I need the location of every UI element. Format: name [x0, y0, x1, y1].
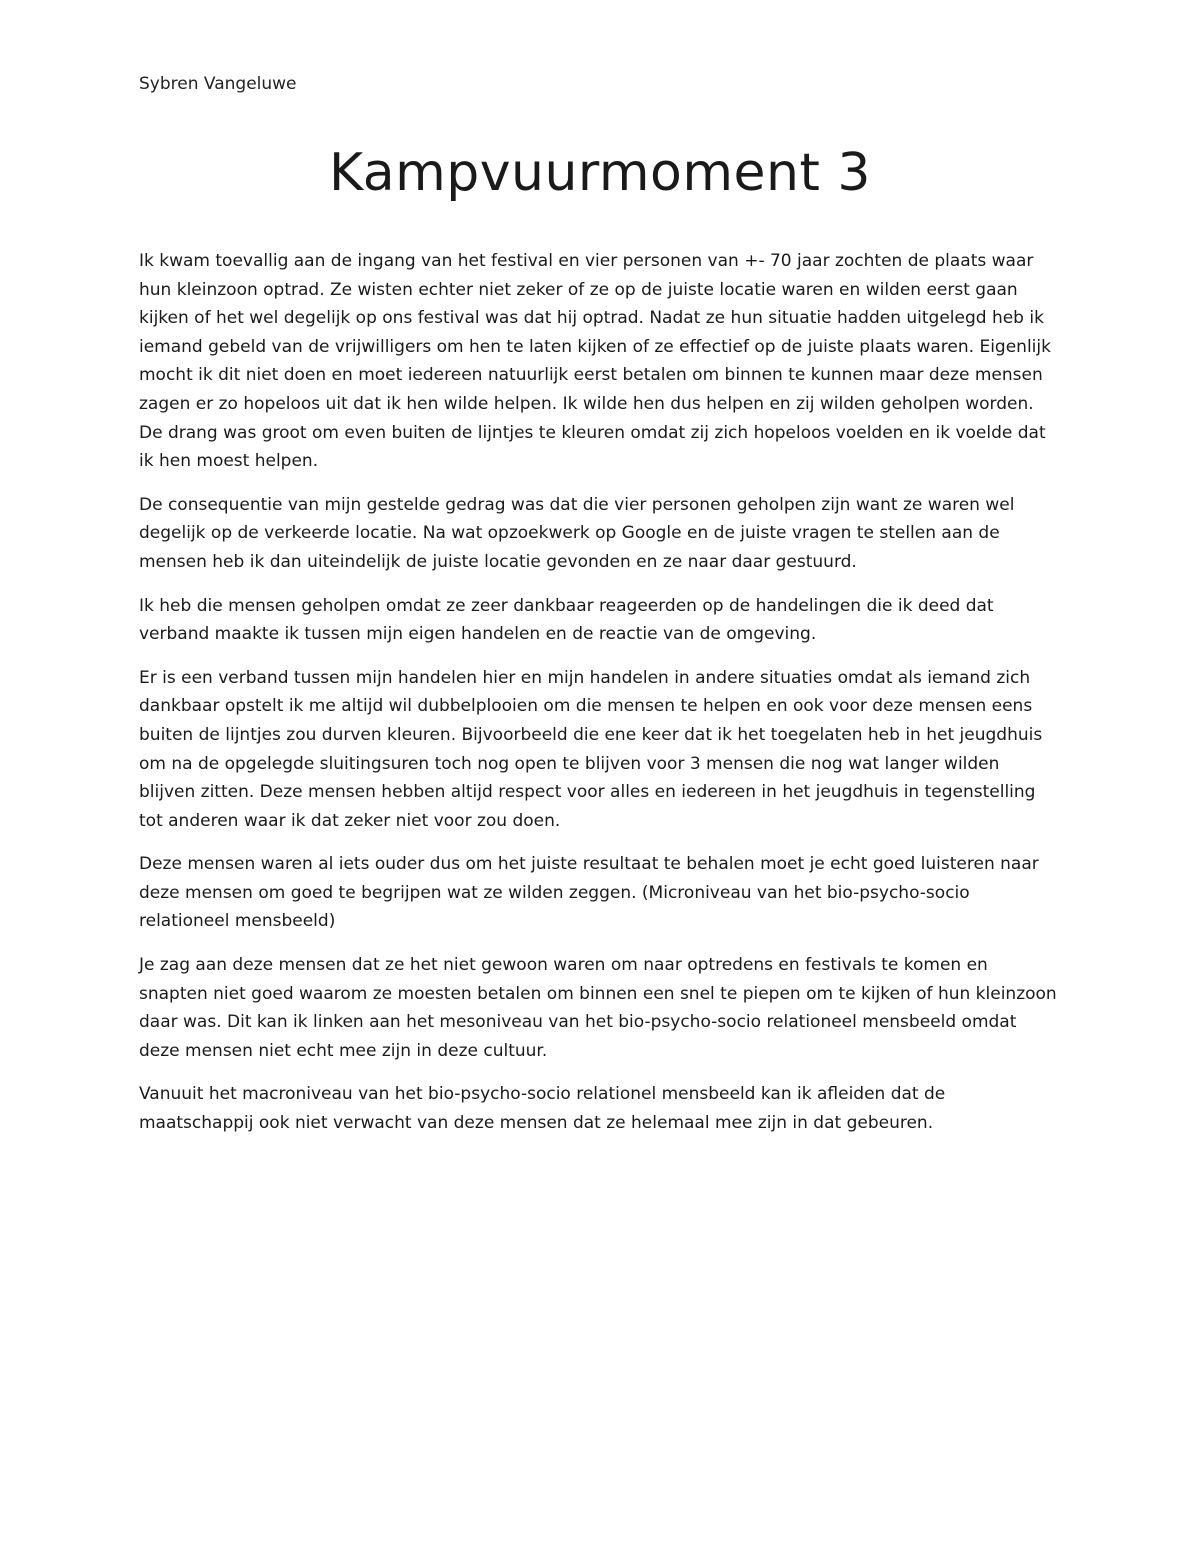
- document-body: [139, 247, 1061, 1153]
- author-name: Sybren Vangeluwe: [139, 74, 297, 94]
- paragraph: De consequentie van mijn gestelde gedrag was dat die vier personen geholpen zijn want ze waren wel degelijk op de verkeerde locatie. Na wat opzoekwerk op Google en de juiste vragen te stellen aan de mensen heb ik dan uiteindelijk de juiste locatie gevonden en ze naar daar gestuurd.: [139, 494, 1015, 572]
- paragraph: Vanuuit het macroniveau van het bio-psycho-socio relationel mensbeeld kan ik afleiden dat de maatschappij ook niet verwacht van deze mensen dat ze helemaal mee zijn in dat gebeuren.: [139, 1084, 946, 1134]
- paragraph: Er is een verband tussen mijn handelen hier en mijn handelen in andere situaties omdat als iemand zich dankbaar opstelt ik me altijd wil dubbelplooien om die mensen te helpen en ook voor deze mensen eens buiten de lijntjes zou durven kleuren. Bijvoorbeeld die ene keer dat ik het toegelaten heb in het jeugdhuis om na de opgelegde sluitingsuren toch nog open te blijven voor 3 mensen die nog wat langer wilden blijven zitten. Deze mensen hebben altijd respect voor alles en iedereen in het jeugdhuis in tegenstelling tot anderen waar ik dat zeker niet voor zou doen.: [139, 667, 1043, 831]
- paragraph: Ik heb die mensen geholpen omdat ze zeer dankbaar reageerden op de handelingen die ik deed dat verband maakte ik tussen mijn eigen handelen en de reactie van de omgeving.: [139, 595, 994, 645]
- document-title: Kampvuurmoment 3: [329, 143, 871, 203]
- paragraph: Je zag aan deze mensen dat ze het niet gewoon waren om naar optredens en festivals te komen en snapten niet goed waarom ze moesten betalen om binnen een snel te piepen om te kijken of hun kleinzoon daar was. Dit kan ik linken aan het mesoniveau van het bio-psycho-socio relationeel mensbeeld omdat deze mensen niet echt mee zijn in deze cultuur.: [139, 955, 1057, 1061]
- paragraph: Ik kwam toevallig aan de ingang van het festival en vier personen van +- 70 jaar zochten de plaats waar hun kleinzoon optrad. Ze wisten echter niet zeker of ze op de juiste locatie waren en wilden eerst gaan kijken of het wel degelijk op ons festival was dat hij optrad. Nadat ze hun situatie hadden uitgelegd heb ik iemand gebeld van de vrijwilligers om hen te laten kijken of ze effectief op de juiste plaats waren. Eigenlijk mocht ik dit niet doen en moet iedereen natuurlijk eerst betalen om binnen te kunnen maar deze mensen zagen er zo hopeloos uit dat ik hen wilde helpen. Ik wilde hen dus helpen en zij wilden geholpen worden. De drang was groot om even buiten de lijntjes te kleuren omdat zij zich hopeloos voelden en ik voelde dat ik hen moest helpen.: [139, 251, 1051, 472]
- paragraph: Deze mensen waren al iets ouder dus om het juiste resultaat te behalen moet je echt goed luisteren naar deze mensen om goed te begrijpen wat ze wilden zeggen. (Microniveau van het bio-psycho-socio relationeel mensbeeld): [139, 854, 1039, 932]
